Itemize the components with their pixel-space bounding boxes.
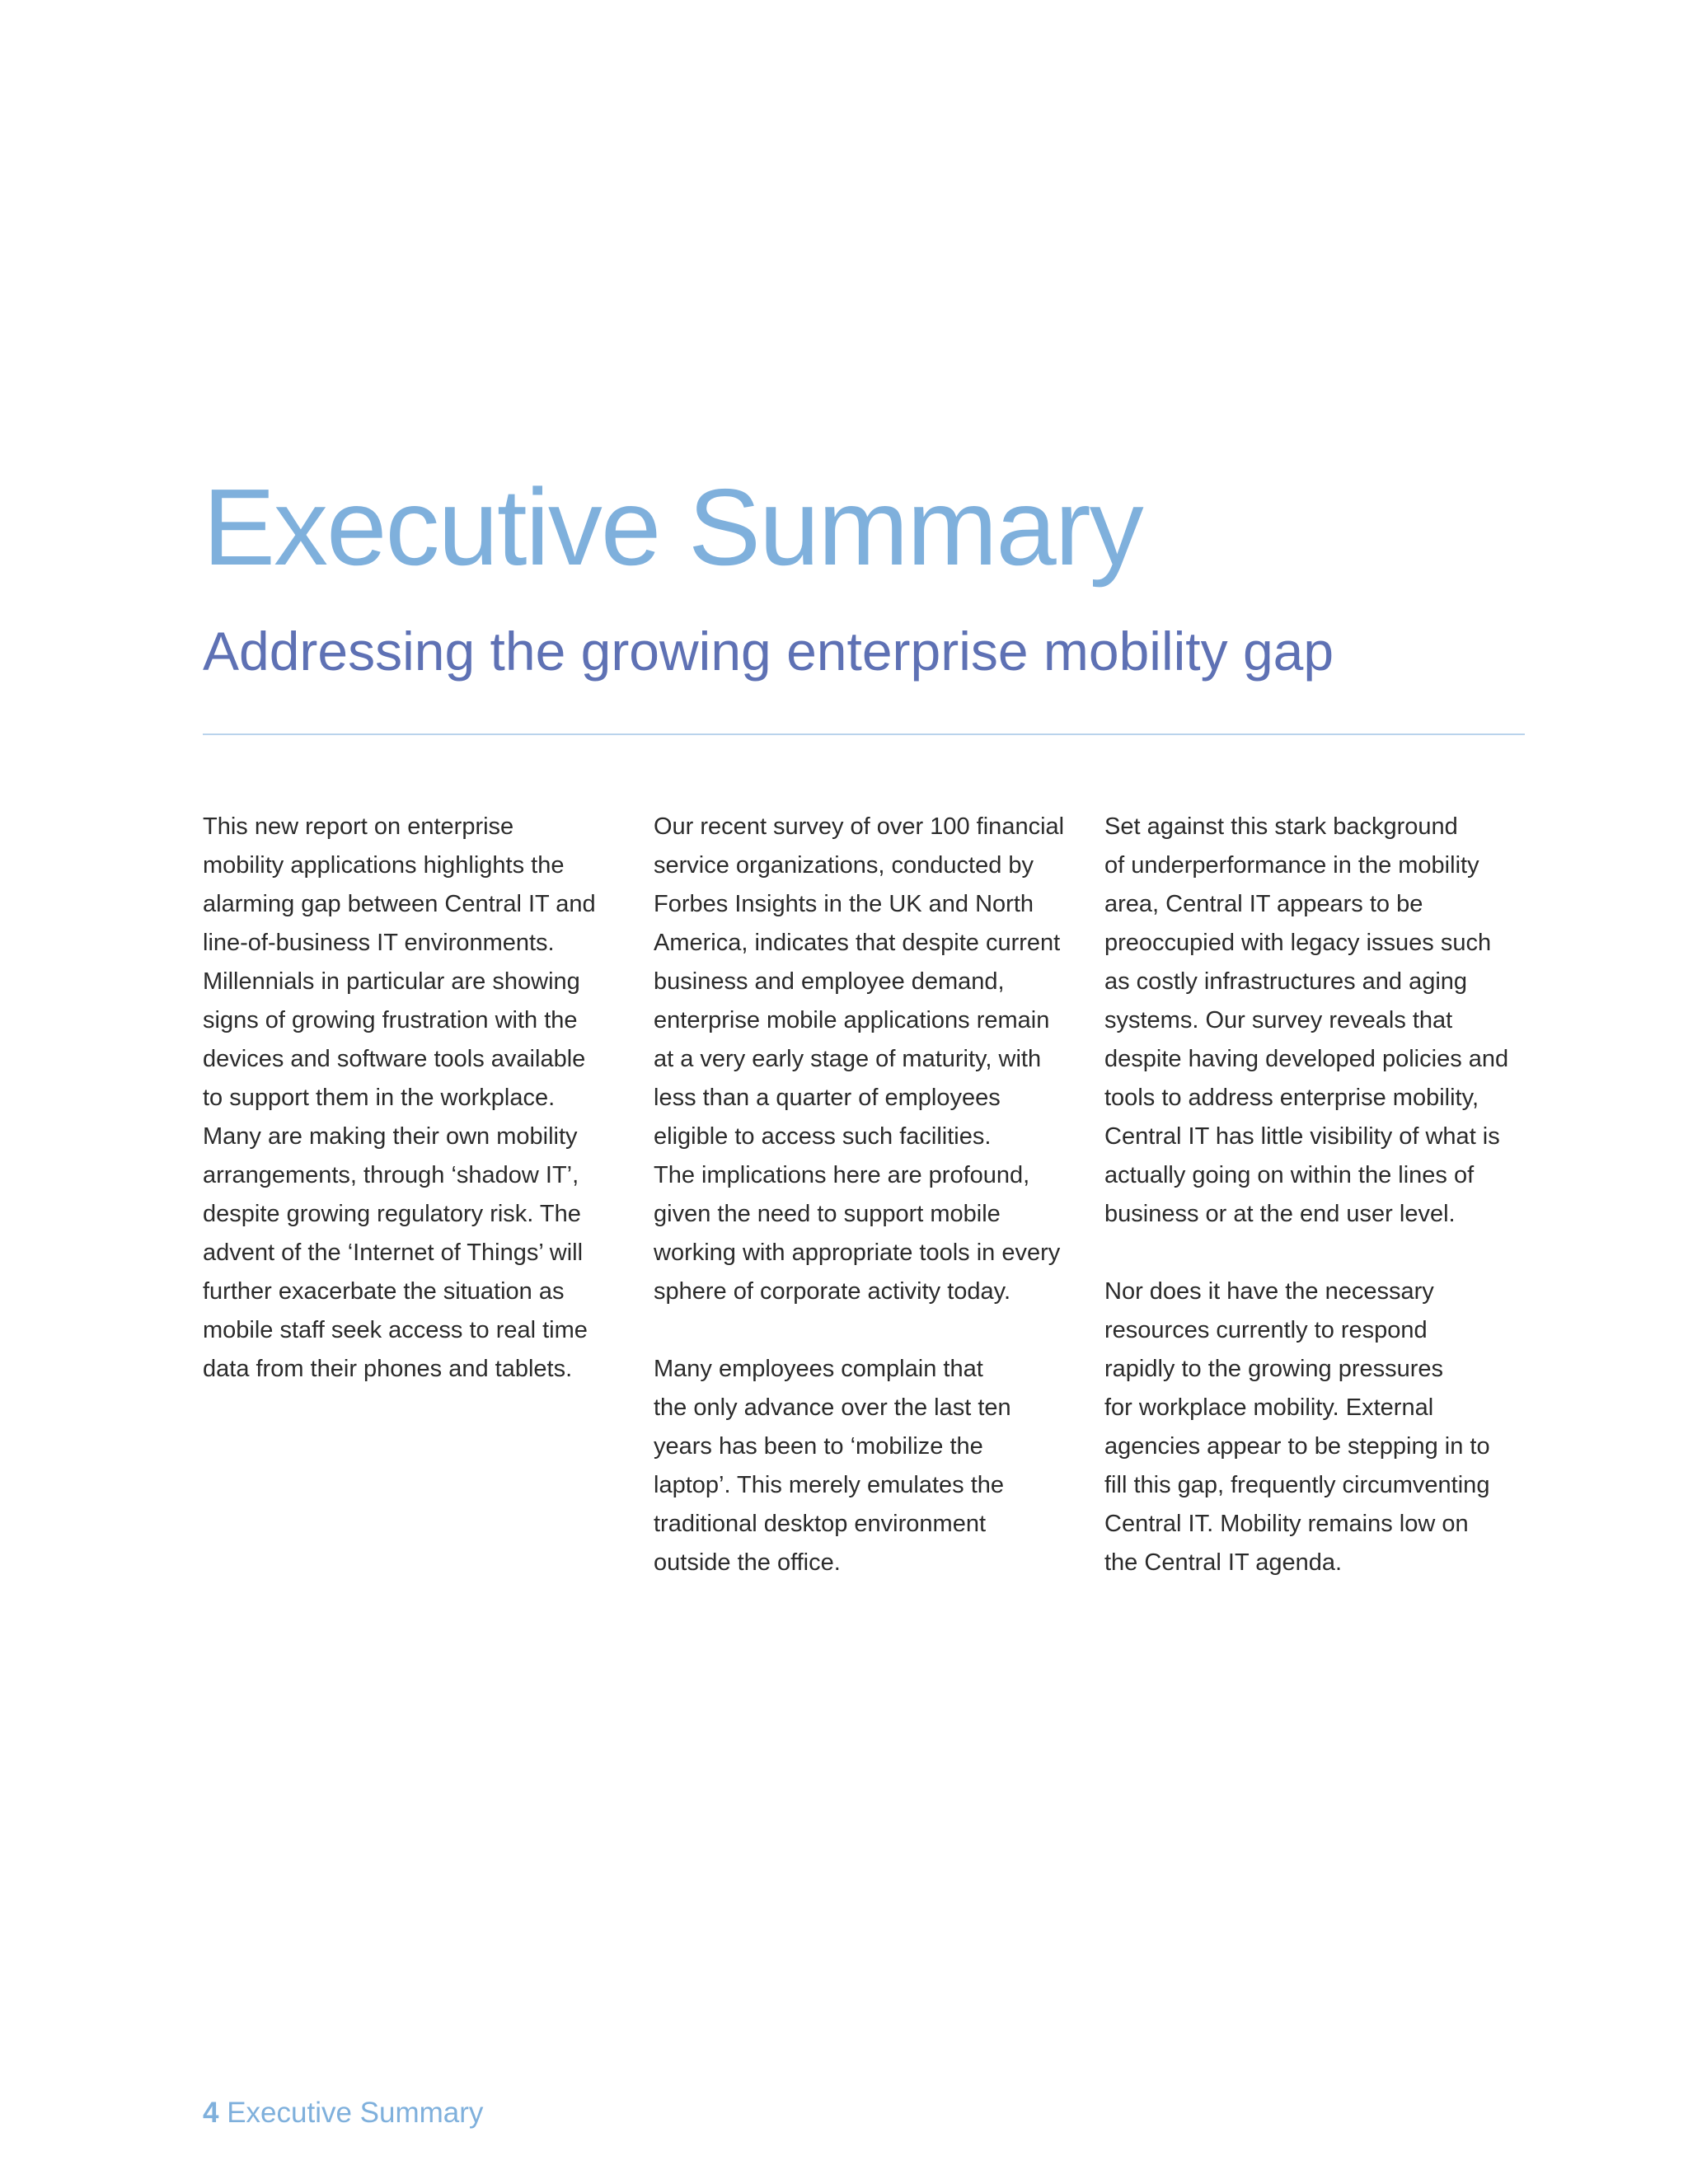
paragraph-line: Forbes Insights in the UK and North bbox=[654, 891, 1034, 917]
paragraph-line: America, indicates that despite current bbox=[654, 930, 1061, 956]
footer-section-title: Executive Summary bbox=[227, 2097, 484, 2129]
paragraph-line: alarming gap between Central IT and bbox=[203, 891, 596, 917]
paragraph-line: systems. Our survey reveals that bbox=[1104, 1007, 1453, 1033]
paragraph-line: working with appropriate tools in every bbox=[654, 1240, 1061, 1266]
paragraph-line: fill this gap, frequently circumventing bbox=[1104, 1472, 1490, 1498]
body-paragraph bbox=[654, 1350, 1066, 1582]
body-paragraph bbox=[1104, 1272, 1517, 1582]
paragraph-line: Millennials in particular are showing bbox=[203, 968, 580, 995]
paragraph-line: actually going on within the lines of bbox=[1104, 1162, 1475, 1188]
paragraph-line: devices and software tools available bbox=[203, 1046, 586, 1072]
paragraph-line: Central IT has little visibility of what is bbox=[1104, 1123, 1500, 1150]
paragraph-line: Many employees complain that bbox=[654, 1356, 983, 1382]
paragraph-line: rapidly to the growing pressures bbox=[1104, 1356, 1444, 1382]
page-number: 4 bbox=[203, 2097, 219, 2129]
section-divider bbox=[203, 733, 1525, 735]
body-paragraph bbox=[203, 808, 615, 1389]
paragraph-line: of underperformance in the mobility bbox=[1104, 852, 1479, 879]
paragraph-line: Central IT. Mobility remains low on bbox=[1104, 1511, 1469, 1537]
text-column-2 bbox=[654, 808, 1066, 1582]
paragraph-line: service organizations, conducted by bbox=[654, 852, 1034, 879]
paragraph-line: signs of growing frustration with the bbox=[203, 1007, 578, 1033]
paragraph-line: less than a quarter of employees bbox=[654, 1085, 1001, 1111]
paragraph-line: enterprise mobile applications remain bbox=[654, 1007, 1050, 1033]
paragraph-line: agencies appear to be stepping in to bbox=[1104, 1433, 1490, 1460]
paragraph-line: as costly infrastructures and aging bbox=[1104, 968, 1468, 995]
paragraph-line: data from their phones and tablets. bbox=[203, 1356, 573, 1382]
paragraph-line: Nor does it have the necessary bbox=[1104, 1278, 1434, 1305]
paragraph-line: This new report on enterprise bbox=[203, 813, 514, 840]
paragraph-line: line-of-business IT environments. bbox=[203, 930, 555, 956]
text-column-3 bbox=[1104, 808, 1517, 1582]
paragraph-line: The implications here are profound, bbox=[654, 1162, 1030, 1188]
paragraph-line: the only advance over the last ten bbox=[654, 1394, 1011, 1421]
text-column-1 bbox=[203, 808, 615, 1389]
page-subtitle: Addressing the growing enterprise mobility gap bbox=[203, 621, 1334, 682]
paragraph-line: Many are making their own mobility bbox=[203, 1123, 578, 1150]
paragraph-line: years has been to ‘mobilize the bbox=[654, 1433, 983, 1460]
paragraph-line: to support them in the workplace. bbox=[203, 1085, 556, 1111]
page-footer bbox=[203, 2093, 483, 2133]
paragraph-line: despite growing regulatory risk. The bbox=[203, 1201, 581, 1227]
paragraph-line: Set against this stark background bbox=[1104, 813, 1458, 840]
paragraph-line: mobility applications highlights the bbox=[203, 852, 565, 879]
paragraph-line: for workplace mobility. External bbox=[1104, 1394, 1434, 1421]
page-title: Executive Summary bbox=[203, 466, 1142, 588]
paragraph-line: laptop’. This merely emulates the bbox=[654, 1472, 1005, 1498]
paragraph-line: mobile staff seek access to real time bbox=[203, 1317, 588, 1343]
paragraph-line: business and employee demand, bbox=[654, 968, 1005, 995]
paragraph-line: the Central IT agenda. bbox=[1104, 1549, 1343, 1576]
paragraph-line: area, Central IT appears to be bbox=[1104, 891, 1423, 917]
paragraph-line: resources currently to respond bbox=[1104, 1317, 1428, 1343]
paragraph-line: tools to address enterprise mobility, bbox=[1104, 1085, 1479, 1111]
paragraph-line: at a very early stage of maturity, with bbox=[654, 1046, 1042, 1072]
paragraph-line: further exacerbate the situation as bbox=[203, 1278, 565, 1305]
paragraph-line: eligible to access such facilities. bbox=[654, 1123, 992, 1150]
body-paragraph bbox=[1104, 808, 1517, 1234]
paragraph-line: business or at the end user level. bbox=[1104, 1201, 1456, 1227]
paragraph-line: advent of the ‘Internet of Things’ will bbox=[203, 1240, 584, 1266]
paragraph-line: sphere of corporate activity today. bbox=[654, 1278, 1011, 1305]
paragraph-line: preoccupied with legacy issues such bbox=[1104, 930, 1492, 956]
paragraph-line: given the need to support mobile bbox=[654, 1201, 1001, 1227]
body-paragraph bbox=[654, 808, 1066, 1311]
paragraph-line: arrangements, through ‘shadow IT’, bbox=[203, 1162, 579, 1188]
paragraph-line: Our recent survey of over 100 financial bbox=[654, 813, 1065, 840]
paragraph-line: despite having developed policies and bbox=[1104, 1046, 1509, 1072]
paragraph-line: outside the office. bbox=[654, 1549, 841, 1576]
paragraph-line: traditional desktop environment bbox=[654, 1511, 987, 1537]
